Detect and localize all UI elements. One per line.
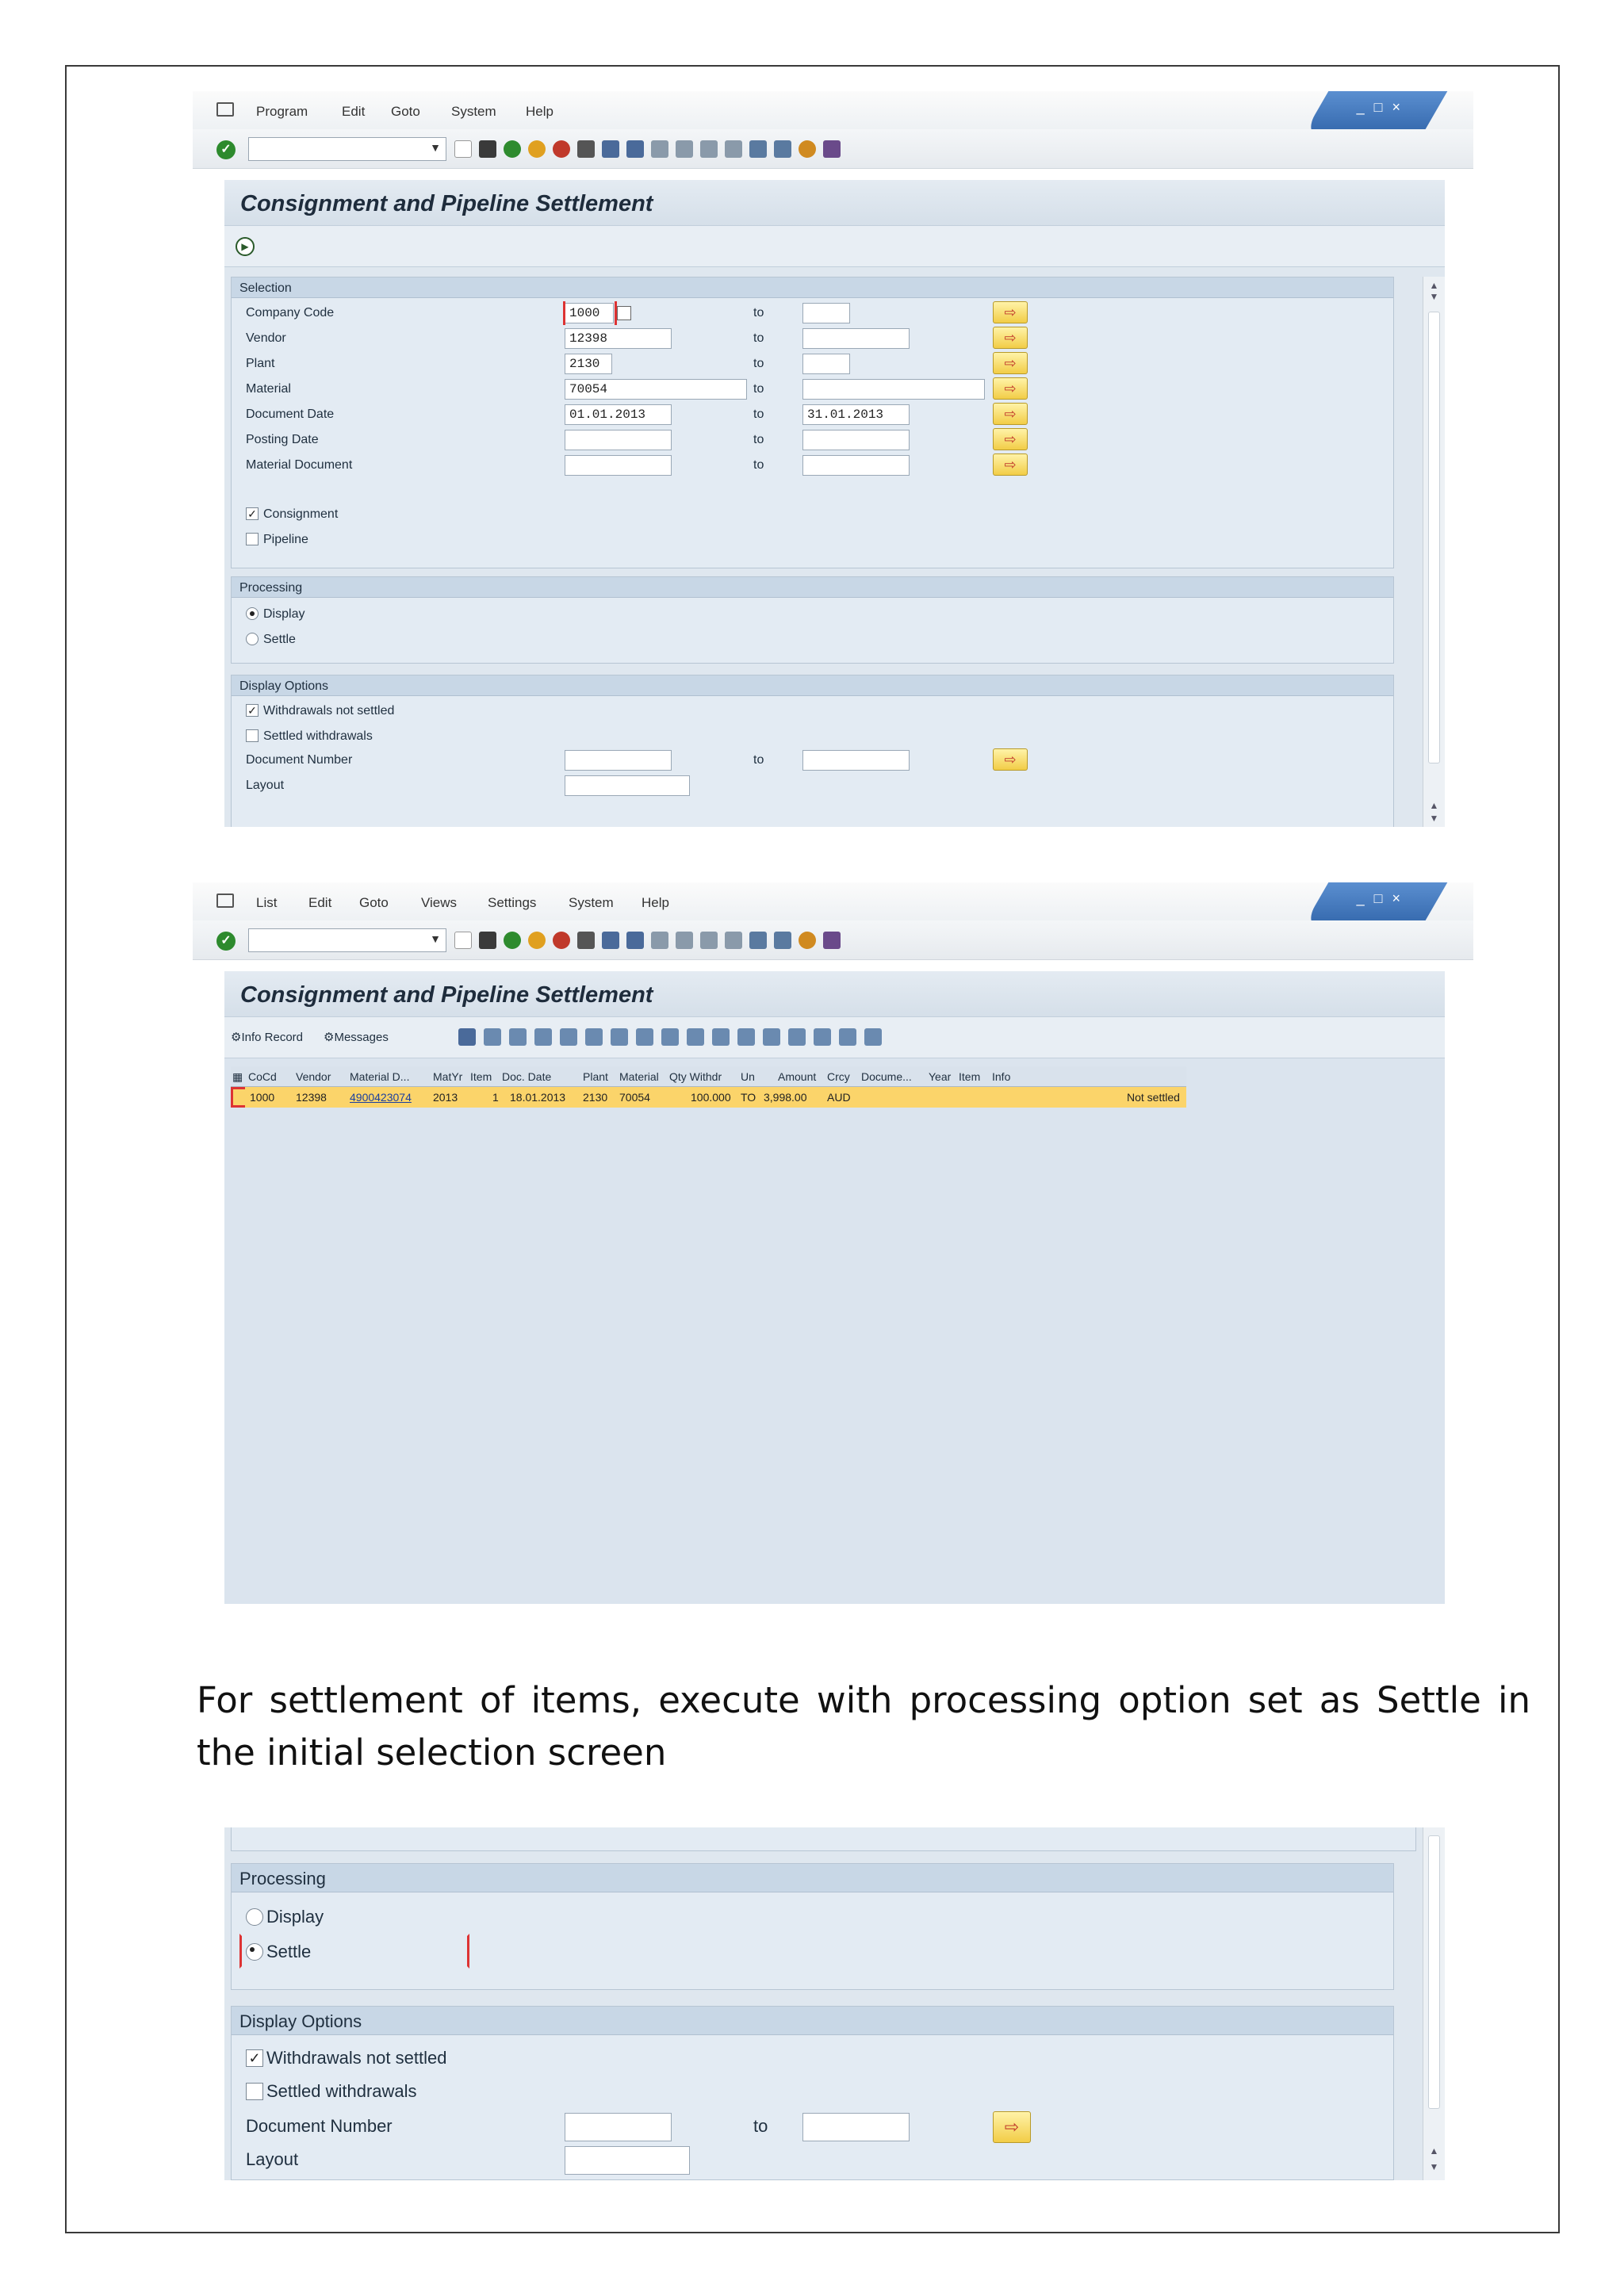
first-page-icon[interactable] [651,932,668,949]
new-session-icon[interactable] [749,140,767,158]
caption-text: For settlement of items, execute with processing option set as Settle in the initial selection screen [197,1679,1530,1774]
display-options-group [231,2006,1394,2180]
row-selector[interactable] [231,1087,245,1108]
subtotal-icon[interactable] [611,1028,628,1046]
messages-button[interactable] [324,1030,389,1044]
find-icon[interactable] [602,140,619,158]
export-icon[interactable] [636,1028,653,1046]
save-layout-icon[interactable] [864,1028,882,1046]
grid-header [231,1066,1186,1087]
toolbar-icons [454,928,841,952]
multiple-selection-icon[interactable]: ⇨ [993,453,1028,476]
settled-withdrawals-checkbox[interactable] [246,2083,263,2100]
cell-vendor: 12398 [296,1091,327,1104]
layout-menu-icon[interactable] [823,140,841,158]
company-code-to[interactable] [802,303,850,323]
menu-views[interactable]: Views [421,895,458,910]
back-arrow-icon[interactable] [454,932,472,949]
document-date-from[interactable]: 01.01.2013 [565,404,672,425]
processing-header: Processing [232,577,1393,598]
col-currency[interactable]: Crcy [827,1070,850,1083]
withdrawals-not-settled-checkbox[interactable]: ✓ [246,2049,263,2067]
col-matyr[interactable]: MatYr [433,1070,463,1083]
layout-field[interactable] [565,775,690,796]
display-radio[interactable] [246,1908,263,1926]
to-label: to [753,408,764,421]
col-qty-withdrawn[interactable]: Qty Withdr [669,1070,722,1083]
messages-icon: ⚙ [324,1031,335,1044]
material-from[interactable]: 70054 [565,379,747,400]
refresh-icon[interactable] [484,1028,501,1046]
filter-icon[interactable] [585,1028,603,1046]
find-next-icon[interactable] [626,140,644,158]
cell-plant: 2130 [583,1091,608,1104]
document-number-to[interactable] [802,750,910,771]
command-field[interactable] [248,137,446,161]
display-radio[interactable] [246,607,259,620]
change-layout-icon[interactable] [814,1028,831,1046]
processing-header: Processing [232,1864,1393,1892]
help-icon[interactable] [799,140,816,158]
material-label: Material [246,382,291,396]
multiple-selection-icon[interactable]: ⇨ [993,327,1028,349]
document-number-label: Document Number [246,2116,393,2136]
multiple-selection-icon[interactable]: ⇨ [993,403,1028,425]
next-page-icon[interactable] [700,932,718,949]
material-to[interactable] [802,379,985,400]
col-year[interactable]: Year [929,1070,952,1083]
document-number-to[interactable] [802,2113,910,2141]
chevron-down-icon[interactable]: ▼ [430,932,441,945]
word-processing-icon[interactable] [712,1028,730,1046]
list-content [224,971,1445,1604]
consignment-checkbox[interactable]: ✓ [246,507,259,520]
table-row[interactable] [231,1087,1186,1108]
cancel-icon[interactable] [553,140,570,158]
exit-icon[interactable] [528,932,546,949]
menu-edit[interactable]: Edit [308,895,332,910]
previous-group-edge [231,1827,1416,1851]
chevron-down-icon[interactable]: ▼ [430,141,441,154]
focus-marker [239,1934,469,1969]
vendor-label: Vendor [246,331,286,345]
cell-currency: AUD [827,1091,851,1104]
previous-page-icon[interactable] [676,932,693,949]
scroll-down-icon[interactable]: ▲ [1429,800,1439,811]
plant-from[interactable]: 2130 [565,354,612,374]
layout-label: Layout [246,779,285,792]
search-help-icon[interactable] [617,306,631,320]
print-icon[interactable] [577,932,595,949]
document-number-from[interactable] [565,2113,672,2141]
withdrawals-not-settled-checkbox[interactable]: ✓ [246,704,259,717]
first-page-icon[interactable] [651,140,668,158]
vendor-to[interactable] [802,328,910,349]
enter-icon[interactable]: ✓ [216,140,236,159]
company-code-from[interactable]: 1000 [565,303,614,323]
window-buttons[interactable]: _□× [1356,890,1410,906]
graphic-icon[interactable] [788,1028,806,1046]
cell-unit: TO [741,1091,756,1104]
last-page-icon[interactable] [725,140,742,158]
menu-program[interactable]: Program [256,104,308,119]
cell-item: 1 [492,1091,499,1104]
scroll-up-icon[interactable]: ▲ [1429,280,1439,291]
focus-marker [563,301,617,325]
col-vendor[interactable]: Vendor [296,1070,331,1083]
cell-material-document-link[interactable]: 4900423074 [350,1091,412,1104]
display-label: Display [263,607,305,621]
document-number-from[interactable] [565,750,672,771]
layout-label: Layout [246,2149,299,2169]
page-title: Consignment and Pipeline Settlement [240,191,653,216]
menu-edit[interactable]: Edit [342,104,366,119]
shortcut-icon[interactable] [774,932,791,949]
scroll-down-icon[interactable]: ▼ [1429,2161,1439,2172]
menu-help[interactable]: Help [642,895,669,910]
info-record-label: Info Record [241,1031,303,1044]
exit-icon[interactable] [528,140,546,158]
settle-option-screen [193,1827,1473,2180]
sort-ascending-icon[interactable] [509,1028,527,1046]
cell-cocd: 1000 [250,1091,275,1104]
processing-group [231,1863,1394,1990]
col-doc-date[interactable]: Doc. Date [502,1070,552,1083]
title-bar [224,180,1445,226]
enter-icon[interactable]: ✓ [216,932,236,951]
cell-matyr: 2013 [433,1091,458,1104]
application-toolbar [224,226,1445,267]
scroll-down-icon[interactable]: ▼ [1429,813,1439,824]
to-label: to [753,382,764,396]
info-record-icon: ⚙ [231,1031,242,1044]
back-icon[interactable] [504,932,521,949]
next-page-icon[interactable] [700,140,718,158]
col-material[interactable]: Material [619,1070,659,1083]
select-all-icon[interactable]: ▦ [232,1070,243,1083]
settle-content [224,1827,1445,2180]
spreadsheet-icon[interactable] [687,1028,704,1046]
consignment-label: Consignment [263,507,339,521]
back-arrow-icon[interactable] [454,140,472,158]
window-buttons[interactable]: _□× [1356,99,1410,115]
info-record-button[interactable] [231,1030,303,1044]
display-options-group [231,675,1394,827]
menu-help[interactable]: Help [526,104,553,119]
menu-system[interactable]: System [451,104,496,119]
multiple-selection-icon[interactable]: ⇨ [993,352,1028,374]
cell-info: Not settled [1127,1091,1180,1104]
to-label: to [753,433,764,446]
vendor-from[interactable]: 12398 [565,328,672,349]
cell-qty-withdrawn: 100.000 [691,1091,731,1104]
col-unit[interactable]: Un [741,1070,755,1083]
back-icon[interactable] [504,140,521,158]
multiple-selection-icon[interactable]: ⇨ [993,2111,1031,2143]
posting-date-to[interactable] [802,430,910,450]
company-code-label: Company Code [246,306,335,320]
selection-header: Selection [232,277,1393,298]
command-field[interactable] [248,928,446,952]
selection-group [231,277,1394,568]
pipeline-label: Pipeline [263,533,308,546]
multiple-selection-icon[interactable]: ⇨ [993,748,1028,771]
cell-amount: 3,998.00 [764,1091,807,1104]
to-label: to [753,753,764,767]
selection-screen [193,91,1473,827]
pipeline-checkbox[interactable] [246,533,259,545]
scroll-down-icon[interactable]: ▲ [1429,2145,1439,2156]
document-date-to[interactable]: 31.01.2013 [802,404,910,425]
result-list-screen [193,882,1473,1612]
menu-bar [193,91,1473,129]
withdrawals-not-settled-label: Withdrawals not settled [263,704,395,718]
col-plant[interactable]: Plant [583,1070,608,1083]
alv-toolbar-icons [458,1028,882,1046]
plant-to[interactable] [802,354,850,374]
settle-radio[interactable] [246,633,259,645]
menu-goto[interactable]: Goto [391,104,420,119]
select-layout-icon[interactable] [839,1028,856,1046]
material-document-to[interactable] [802,455,910,476]
details-icon[interactable] [458,1028,476,1046]
mail-icon[interactable] [763,1028,780,1046]
material-document-from[interactable] [565,455,672,476]
settle-label: Settle [266,1942,312,1961]
display-options-header: Display Options [232,675,1393,696]
document-number-label: Document Number [246,753,353,767]
col-item[interactable]: Item [470,1070,492,1083]
display-label: Display [266,1907,324,1927]
settled-withdrawals-checkbox[interactable] [246,729,259,742]
processing-group [231,576,1394,664]
settled-withdrawals-label: Settled withdrawals [266,2081,417,2101]
layout-field[interactable] [565,2146,690,2175]
vertical-scrollbar[interactable] [1423,1827,1445,2180]
material-document-label: Material Document [246,458,353,472]
standard-toolbar [193,920,1473,960]
scroll-up-icon[interactable]: ▼ [1429,291,1439,302]
menu-list[interactable]: List [256,895,278,910]
col-item-2[interactable]: Item [959,1070,981,1083]
last-page-icon[interactable] [725,932,742,949]
result-grid [224,1058,1445,1604]
col-material-document[interactable]: Material D... [350,1070,410,1083]
cell-doc-date: 18.01.2013 [510,1091,566,1104]
to-label: to [753,331,764,345]
save-icon[interactable] [479,932,496,949]
col-document[interactable]: Docume... [861,1070,912,1083]
col-cocd[interactable]: CoCd [248,1070,277,1083]
menu-bar [193,882,1473,920]
menu-goto[interactable]: Goto [359,895,389,910]
menu-icon[interactable] [216,102,234,117]
shortcut-icon[interactable] [774,140,791,158]
settled-withdrawals-label: Settled withdrawals [263,729,373,743]
col-amount[interactable]: Amount [778,1070,817,1083]
menu-system[interactable]: System [569,895,614,910]
menu-icon[interactable] [216,894,234,908]
plant-label: Plant [246,357,275,370]
find-next-icon[interactable] [626,932,644,949]
save-icon[interactable] [479,140,496,158]
to-label: to [753,357,764,370]
previous-page-icon[interactable] [676,140,693,158]
scrollbar-thumb[interactable] [1428,312,1440,763]
help-icon[interactable] [799,932,816,949]
vertical-scrollbar[interactable] [1423,277,1445,827]
standard-toolbar [193,129,1473,169]
execute-icon[interactable]: ▶ [236,237,255,256]
to-label: to [753,306,764,320]
sort-descending-icon[interactable] [534,1028,552,1046]
cell-material: 70054 [619,1091,650,1104]
to-label: to [753,458,764,472]
withdrawals-not-settled-label: Withdrawals not settled [266,2048,447,2068]
total-icon[interactable] [560,1028,577,1046]
menu-settings[interactable]: Settings [488,895,537,910]
multiple-selection-icon[interactable]: ⇨ [993,301,1028,323]
cancel-icon[interactable] [553,932,570,949]
application-toolbar [224,1017,1445,1058]
toolbar-icons [454,137,841,161]
col-info[interactable]: Info [992,1070,1011,1083]
document-date-label: Document Date [246,408,335,421]
title-bar [224,971,1445,1017]
multiple-selection-icon[interactable]: ⇨ [993,428,1028,450]
layout-menu-icon[interactable] [823,932,841,949]
selection-content [224,180,1445,827]
to-label: to [753,2116,768,2136]
print-preview-icon[interactable] [661,1028,679,1046]
local-file-icon[interactable] [737,1028,755,1046]
new-session-icon[interactable] [749,932,767,949]
page-title: Consignment and Pipeline Settlement [240,982,653,1008]
find-icon[interactable] [602,932,619,949]
settle-label: Settle [263,633,296,646]
scrollbar-thumb[interactable] [1428,1835,1440,2109]
multiple-selection-icon[interactable]: ⇨ [993,377,1028,400]
messages-label: Messages [334,1031,389,1044]
display-options-header: Display Options [232,2007,1393,2035]
posting-date-label: Posting Date [246,433,319,446]
print-icon[interactable] [577,140,595,158]
posting-date-from[interactable] [565,430,672,450]
